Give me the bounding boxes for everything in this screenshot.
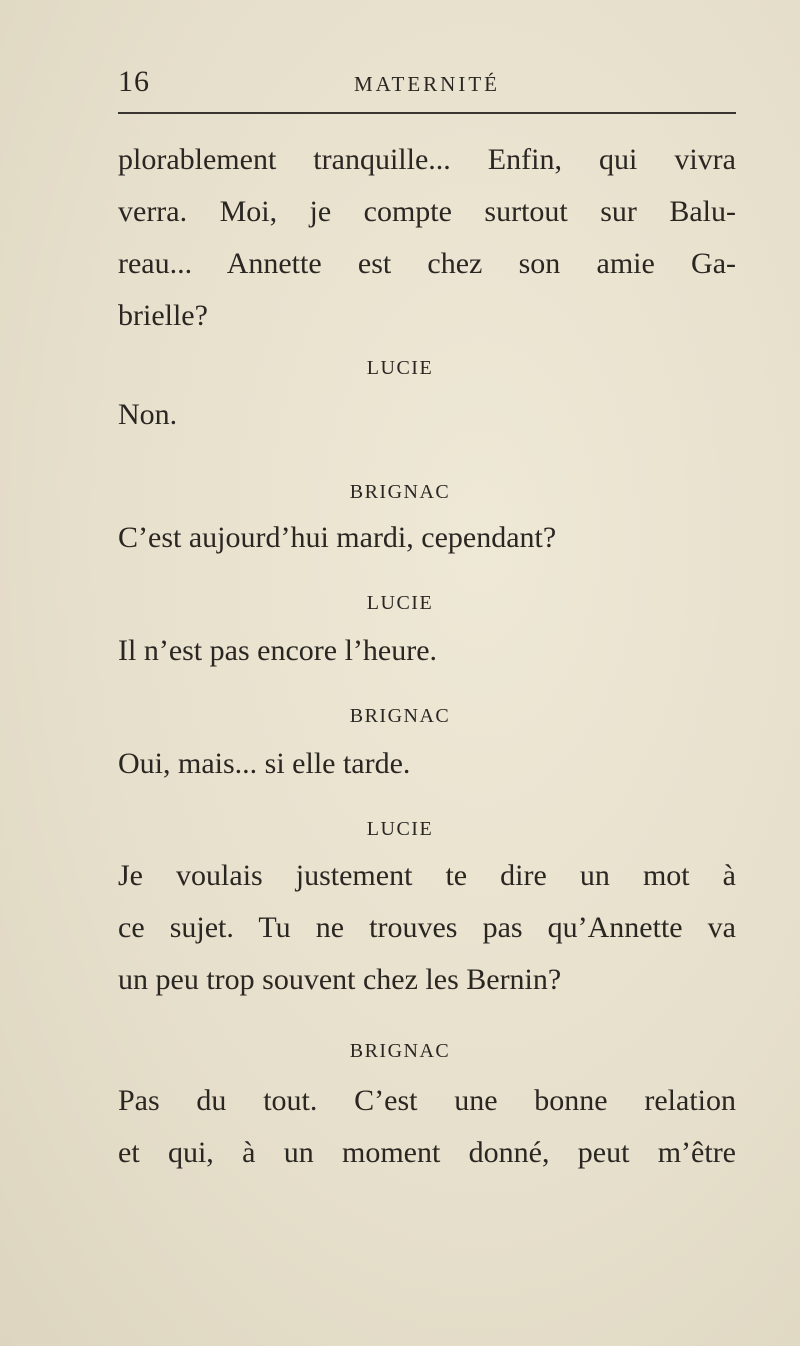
dialogue-line: et qui, à un moment donné, peut m’être [118,1136,736,1169]
dialogue-line: C’est aujourd’hui mardi, cependant? [118,521,557,554]
speaker-name: BRIGNAC [349,1040,451,1062]
speaker-name: LUCIE [366,818,434,840]
dialogue-line: Non. [118,398,178,431]
speaker-name: BRIGNAC [349,705,451,727]
speaker-name: LUCIE [366,357,434,379]
speaker-name: BRIGNAC [349,481,451,503]
dialogue-line: Il n’est pas encore l’heure. [118,634,438,667]
text-line: verra. Moi, je compte surtout sur Balu- [118,195,736,228]
text-line: brielle? [118,299,208,332]
dialogue-line: Pas du tout. C’est une bonne relation [118,1084,736,1117]
speaker-name: LUCIE [366,592,434,614]
dialogue-line: Oui, mais... si elle tarde. [118,747,411,780]
page-header [118,62,736,102]
dialogue-line: ce sujet. Tu ne trouves pas qu’Annette va [118,911,736,944]
header-rule [118,112,736,114]
dialogue-line: un peu trop souvent chez les Bernin? [118,963,562,996]
text-line: plorablement tranquille... Enfin, qui vivra [118,143,736,176]
page-number: 16 [118,65,150,98]
dialogue-line: Je voulais justement te dire un mot à [118,859,736,892]
text-line: reau... Annette est chez son amie Ga- [118,247,736,280]
running-title: MATERNITÉ [354,72,500,96]
